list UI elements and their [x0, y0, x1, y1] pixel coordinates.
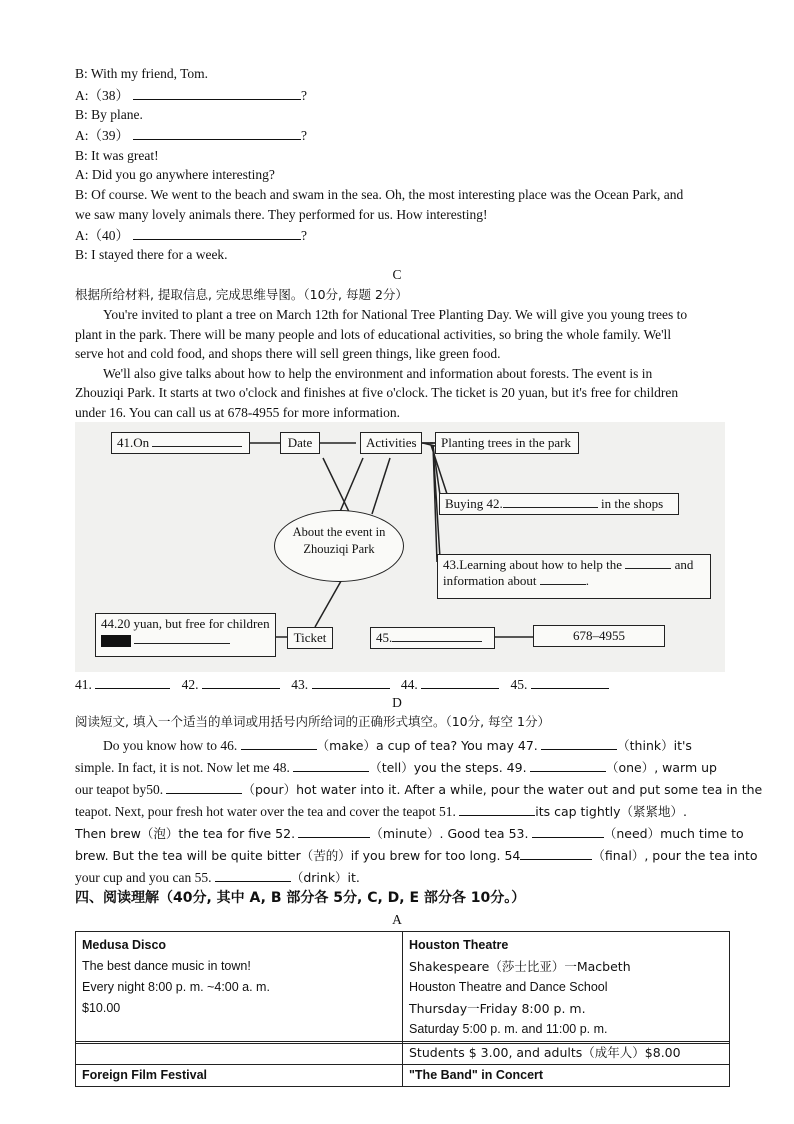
passage-line: We'll also give talks about how to help the environment and information about forests. The event is in: [103, 366, 653, 381]
answer-45[interactable]: [531, 675, 609, 689]
node-ticket-price: 44.20 yuan, but free for children: [95, 613, 276, 657]
node-buying: Buying 42. in the shops: [439, 493, 679, 515]
section-four-letter: A: [392, 912, 402, 927]
node-phone: 678–4955: [533, 625, 665, 647]
ad-the-band-concert: "The Band" in Concert: [403, 1065, 730, 1087]
answer-blank-43b[interactable]: [540, 573, 586, 585]
ad-price: Students $ 3.00, and adults（成年人）$8.00: [403, 1042, 730, 1065]
center-oval: [274, 510, 404, 582]
answer-row: 41. 42. 43. 44. 45.: [75, 675, 609, 694]
cloze-line: simple. In fact, it is not. Now let me 48. （tell）you the steps. 49. （one）, warm up: [75, 760, 717, 775]
passage-line: under 16. You can call us at 678-4955 for more information.: [75, 405, 401, 420]
cloze-line: your cup and you can 55. （drink）it.: [75, 870, 360, 885]
passage-line: Zhouziqi Park. It starts at two o'clock and finishes at five o'clock. The ticket is 20 yuan, but it's free for children: [75, 385, 679, 400]
section-c-instruction: 根据所给材料, 提取信息, 完成思维导图。（10分, 每题 2分）: [75, 287, 408, 302]
cloze-line: teapot. Next, pour fresh hot water over the tea and cover the teapot 51. its cap tightly（紧紧地）.: [75, 804, 688, 819]
blank-51[interactable]: [459, 802, 535, 816]
cloze-line: our teapot by50. （pour）hot water into it. After a while, pour the water out and put some tea in the: [75, 782, 763, 797]
node-learning: 43.Learning about how to help the and information about .: [437, 554, 711, 599]
blank-46[interactable]: [241, 736, 317, 750]
node-planting: Planting trees in the park: [435, 432, 579, 454]
node-contact-blank: 45.: [370, 627, 495, 649]
answer-44[interactable]: [421, 675, 499, 689]
answer-blank-44[interactable]: [134, 632, 230, 644]
dialogue-line: B: By plane.: [75, 107, 143, 122]
passage-line: serve hot and cold food, and shops there will sell green things, like green food.: [75, 346, 501, 361]
dialogue-line: A: Did you go anywhere interesting?: [75, 167, 275, 182]
dialogue-line: B: I stayed there for a week.: [75, 247, 228, 262]
passage-line: plant in the park. There will be many people and lots of educational activities, so bring the whole family. We'll: [75, 327, 672, 342]
passage-line: You're invited to plant a tree on March 12th for National Tree Planting Day. We will give you young trees to: [103, 307, 688, 322]
ad-line: Thursday一Friday 8:00 p. m.: [409, 1001, 586, 1016]
blank-47[interactable]: [541, 736, 617, 750]
dialogue-line: B: Of course. We went to the beach and swam in the sea. Oh, the most interesting place was the Ocean Park, and: [75, 187, 684, 202]
ad-foreign-film-festival: Foreign Film Festival: [76, 1065, 403, 1087]
dialogue-line: A:（39） ?: [75, 128, 307, 143]
answer-blank-39[interactable]: [133, 126, 301, 140]
ad-line: Saturday 5:00 p. m. and 11:00 p. m.: [409, 1022, 608, 1036]
empty-cell: [76, 1042, 403, 1065]
ad-line: Shakespeare（莎士比亚）一Macbeth: [409, 959, 631, 974]
center-label-1: About the event in: [292, 525, 386, 539]
cloze-line: Then brew（泡）the tea for five 52. （minute）. Good tea 53. （need）much time to: [75, 826, 744, 841]
answer-42[interactable]: [202, 675, 280, 689]
blank-54[interactable]: [520, 846, 592, 860]
node-date: Date: [280, 432, 320, 454]
cloze-line: Do you know how to 46. （make）a cup of tea? You may 47. （think）it's: [103, 738, 692, 753]
blank-50[interactable]: [166, 780, 242, 794]
cloze-line: brew. But the tea will be quite bitter（苦的）if you brew for too long. 54 （final）, pour the tea into: [75, 848, 758, 863]
blank-48[interactable]: [293, 758, 369, 772]
dialogue-line: A:（38） ?: [75, 88, 307, 103]
answer-43[interactable]: [312, 675, 390, 689]
ad-title: Houston Theatre: [409, 938, 509, 952]
ad-line: Houston Theatre and Dance School: [409, 980, 608, 994]
answer-blank-42[interactable]: [503, 496, 598, 508]
mind-map: [75, 422, 725, 672]
answer-blank-41[interactable]: [152, 435, 242, 447]
dialogue-line: B: With my friend, Tom.: [75, 66, 209, 81]
ads-table-bottom: [75, 1041, 730, 1087]
ads-table-top: [75, 931, 730, 1044]
node-activities: Activities: [360, 432, 422, 454]
blank-49[interactable]: [530, 758, 606, 772]
answer-blank-38[interactable]: [133, 86, 301, 100]
section-c-letter: C: [392, 267, 402, 282]
center-label-2: Zhouziqi Park: [303, 542, 375, 556]
redaction-mark: [101, 635, 131, 647]
node-date-blank: 41.On: [111, 432, 250, 454]
answer-blank-45[interactable]: [392, 630, 482, 642]
blank-53[interactable]: [532, 824, 604, 838]
ad-medusa-disco: [76, 932, 403, 1044]
node-ticket: Ticket: [287, 627, 333, 649]
dialogue-line: B: It was great!: [75, 148, 159, 163]
ad-houston-theatre: [403, 932, 730, 1044]
section-d-instruction: 阅读短文, 填入一个适当的单词或用括号内所给词的正确形式填空。（10分, 每空 1分）: [75, 714, 550, 729]
blank-55[interactable]: [215, 868, 291, 882]
answer-blank-43a[interactable]: [625, 557, 671, 569]
dialogue-line: we saw many lovely animals there. They performed for us. How interesting!: [75, 207, 488, 222]
ad-line: Every night 8:00 p. m. ~4:00 a. m.: [82, 980, 270, 994]
section-four-heading: 四、阅读理解（40分, 其中 A, B 部分各 5分, C, D, E 部分各 10分。）: [75, 890, 526, 906]
ad-line: The best dance music in town!: [82, 959, 251, 973]
blank-52[interactable]: [298, 824, 370, 838]
ad-line: $10.00: [82, 1001, 121, 1015]
answer-blank-40[interactable]: [133, 226, 301, 240]
dialogue-line: A:（40） ?: [75, 228, 307, 243]
section-d-letter: D: [392, 695, 402, 710]
ad-title: Medusa Disco: [82, 938, 167, 952]
answer-41[interactable]: [95, 675, 170, 689]
